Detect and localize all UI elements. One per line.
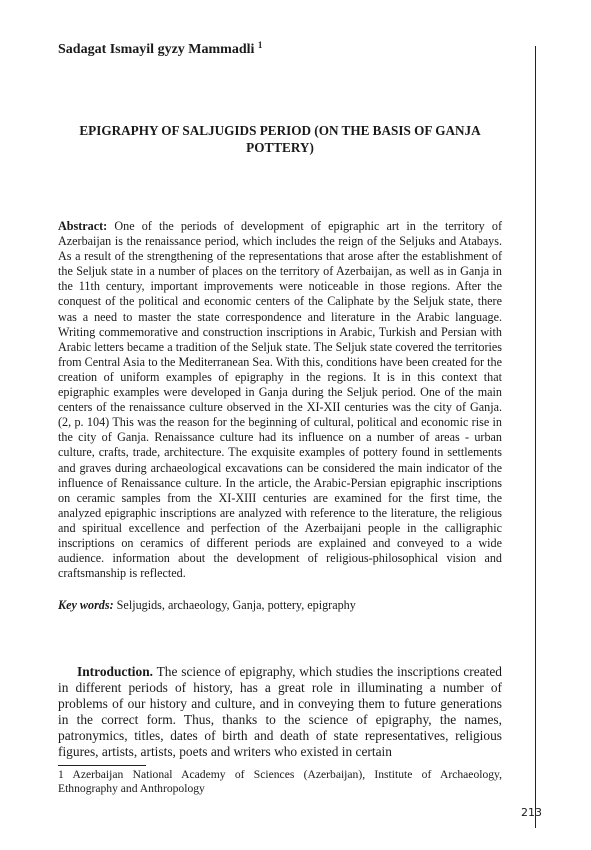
abstract-label: Abstract: [58, 219, 108, 233]
introduction-heading: Introduction. [77, 664, 154, 679]
margin-rule [535, 46, 536, 828]
abstract-text: One of the periods of development of epigraphic art in the territory of Azerbaijan is the renaissance period, which includes the reign of the Seljuks and Atabays. As a result of the strengthening of the representations that arose after the establishment of the Seljuk state in a number of places on the territory of Azerbaijan, as well as in Ganja in the 11th century, important improvements were noticeable in those regions. After the conquest of the political and economic centers of the Caliphate by the Seljuk state, there was a need to master the state correspondence and literature in the Arabic language. Writing commemorative and construction inscriptions in Arabic, Turkish and Persian with Arabic letters became a tradition of the Seljuk state. The Seljuk state covered the territories from Central Asia to the Mediterranean Sea. With this, conditions have been created for the creation of uniform examples of epigraphy in the regions. It is in this context that epigraphic examples were developed in Ganja during the Seljuk period. One of the main centers of the renaissance culture observed in the XI-XII centuries was the city of Ganja. (2, p. 104) This was the reason for the beginning of cultural, political and economic rise in the city of Ganja. Renaissance culture had its influence on a number of areas - urban culture, crafts, trade, architecture. The exquisite examples of pottery found in settlements and graves during archaeological excavations can be considered the main indicator of the influence of Renaissance culture. In the article, the Arabic-Persian epigraphic inscriptions on ceramic samples from the XI-XIII centuries are examined for the first time, the analyzed epigraphic inscriptions are analyzed with reference to the literature, the religious and spiritual excellence and perfection of the Azerbaijani people in the calligraphic inscriptions on ceramics of different periods are explained and conveyed to a wide audience. information about the development of religious-philosophical vision and craftsmanship is reflected. [58, 219, 502, 581]
footnote-rule [58, 765, 146, 766]
abstract [58, 219, 502, 581]
introduction-paragraph [58, 664, 502, 761]
paper-title: EPIGRAPHY OF SALJUGIDS PERIOD (ON THE BASIS OF GANJA POTTERY) [79, 123, 481, 155]
author-name: Sadagat Ismayil gyzy Mammadli [58, 42, 255, 57]
keywords-label: Key words: [58, 598, 114, 612]
page-number: 213 [521, 806, 542, 819]
author-line [58, 40, 262, 58]
footnote: 1 Azerbaijan National Academy of Sciences (Azerbaijan), Institute of Archaeology, Ethnography and Anthropology [58, 768, 502, 795]
introduction-text: The science of epigraphy, which studies the inscriptions created in different periods of history, has a great role in illuminating a number of problems of our history and culture, and in conveying them to future generations in the correct form. Thus, thanks to the science of epigraphy, the names, patronymics, titles, dates of birth and death of state representatives, religious figures, artists, artists, poets and writers who existed in certain [58, 664, 502, 760]
keywords [58, 598, 502, 613]
keywords-text: Seljugids, archaeology, Ganja, pottery, epigraphy [113, 598, 356, 612]
author-footnote-mark: 1 [257, 40, 263, 50]
